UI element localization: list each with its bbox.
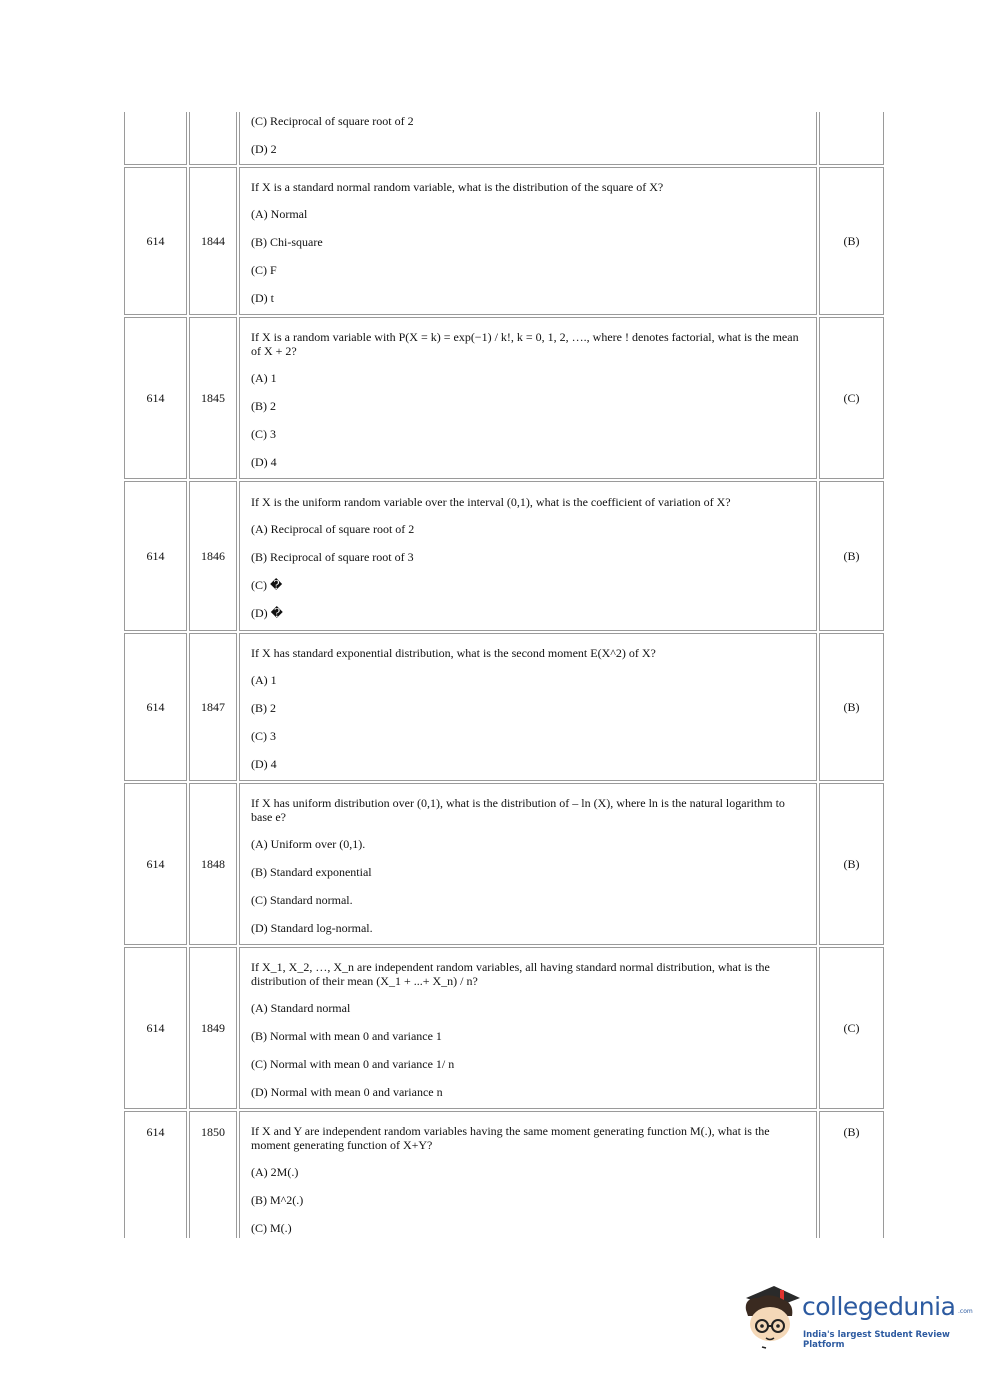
answer-cell: (B) bbox=[819, 783, 884, 945]
question-cell bbox=[239, 1111, 817, 1238]
paper-code-cell: 614 bbox=[124, 633, 187, 781]
table-row bbox=[124, 1111, 884, 1238]
question-number-cell: 1847 bbox=[189, 633, 237, 781]
option-c: (C) � bbox=[251, 578, 283, 592]
table-row bbox=[124, 947, 884, 1109]
option-b: (B) Reciprocal of square root of 3 bbox=[251, 550, 414, 564]
option-a: (A) 2M(.) bbox=[251, 1165, 299, 1179]
question-text: If X is the uniform random variable over the interval (0,1), what is the coefficient of variation of X? bbox=[251, 495, 731, 509]
paper-code-cell: 614 bbox=[124, 1111, 187, 1238]
paper-code-cell: 614 bbox=[124, 317, 187, 479]
question-text: If X is a random variable with P(X = k) = exp(−1) / k!, k = 0, 1, 2, …., where ! denotes factorial, what is the mean of X + 2? bbox=[251, 330, 799, 358]
option-d: (D) 4 bbox=[251, 455, 277, 469]
option-a: (A) 1 bbox=[251, 371, 277, 385]
answer-cell: (C) bbox=[819, 947, 884, 1109]
question-cell bbox=[239, 112, 817, 165]
option-d: (D) 4 bbox=[251, 757, 277, 771]
question-table bbox=[122, 110, 886, 1240]
logo-suffix: .com bbox=[958, 1308, 973, 1315]
paper-code-cell bbox=[124, 112, 187, 165]
option-a: (A) Normal bbox=[251, 207, 308, 221]
question-cell bbox=[239, 633, 817, 781]
option-c: (C) Normal with mean 0 and variance 1/ n bbox=[251, 1057, 455, 1071]
answer-cell: (B) bbox=[819, 1111, 884, 1238]
logo-wordmark: collegedunia bbox=[802, 1292, 956, 1321]
question-text: If X and Y are independent random variables having the same moment generating function M(.), what is the moment generating function of X+Y? bbox=[251, 1124, 770, 1152]
option-b: (B) Chi-square bbox=[251, 235, 323, 249]
question-cell bbox=[239, 783, 817, 945]
question-cell bbox=[239, 481, 817, 631]
option-d: (D) t bbox=[251, 291, 274, 305]
answer-cell: (B) bbox=[819, 633, 884, 781]
paper-code-cell: 614 bbox=[124, 481, 187, 631]
question-text: If X_1, X_2, …, X_n are independent random variables, all having standard normal distribution, what is the distribution of their mean (X_1 + ...+ X_n) / n? bbox=[251, 960, 770, 988]
option-c: (C) F bbox=[251, 263, 277, 277]
question-number-cell: 1845 bbox=[189, 317, 237, 479]
answer-cell: (C) bbox=[819, 317, 884, 479]
option-b: (B) 2 bbox=[251, 399, 276, 413]
table-row bbox=[124, 317, 884, 479]
table-row bbox=[124, 112, 884, 165]
option-c: (C) 3 bbox=[251, 427, 276, 441]
paper-code-cell: 614 bbox=[124, 167, 187, 315]
option-a: (A) Standard normal bbox=[251, 1001, 351, 1015]
question-number-cell: 1844 bbox=[189, 167, 237, 315]
question-cell bbox=[239, 947, 817, 1109]
question-text: If X has uniform distribution over (0,1), what is the distribution of – ln (X), where ln is the natural logarithm to base e? bbox=[251, 796, 785, 824]
table-row bbox=[124, 481, 884, 631]
mascot-icon bbox=[740, 1284, 802, 1350]
question-text: If X is a standard normal random variable, what is the distribution of the square of X? bbox=[251, 180, 664, 194]
option-b: (B) 2 bbox=[251, 701, 276, 715]
question-number-cell: 1850 bbox=[189, 1111, 237, 1238]
option-b: (B) Standard exponential bbox=[251, 865, 372, 879]
question-text: If X has standard exponential distribution, what is the second moment E(X^2) of X? bbox=[251, 646, 656, 660]
answer-cell: (B) bbox=[819, 481, 884, 631]
paper-code-cell: 614 bbox=[124, 947, 187, 1109]
table-row bbox=[124, 633, 884, 781]
question-number-cell bbox=[189, 112, 237, 165]
option-a: (A) Reciprocal of square root of 2 bbox=[251, 522, 415, 536]
option-d: (D) Normal with mean 0 and variance n bbox=[251, 1085, 443, 1099]
option-d: (D) 2 bbox=[251, 141, 277, 156]
answer-cell: (B) bbox=[819, 167, 884, 315]
option-a: (A) 1 bbox=[251, 673, 277, 687]
paper-code-cell: 614 bbox=[124, 783, 187, 945]
question-number-cell: 1849 bbox=[189, 947, 237, 1109]
logo-tagline: India's largest Student Review Platform bbox=[803, 1330, 950, 1350]
table-row bbox=[124, 167, 884, 315]
option-b: (B) M^2(.) bbox=[251, 1193, 304, 1207]
option-b: (B) Normal with mean 0 and variance 1 bbox=[251, 1029, 442, 1043]
table-row bbox=[124, 783, 884, 945]
question-cell bbox=[239, 317, 817, 479]
option-c: (C) Reciprocal of square root of 2 bbox=[251, 113, 414, 128]
collegedunia-logo[interactable] bbox=[740, 1284, 973, 1350]
option-c: (C) 3 bbox=[251, 729, 276, 743]
answer-cell bbox=[819, 112, 884, 165]
question-number-cell: 1848 bbox=[189, 783, 237, 945]
option-d: (D) Standard log-normal. bbox=[251, 921, 373, 935]
question-cell bbox=[239, 167, 817, 315]
option-c: (C) M(.) bbox=[251, 1221, 292, 1235]
option-d: (D) � bbox=[251, 606, 283, 620]
option-c: (C) Standard normal. bbox=[251, 893, 353, 907]
option-a: (A) Uniform over (0,1). bbox=[251, 837, 366, 851]
question-number-cell: 1846 bbox=[189, 481, 237, 631]
